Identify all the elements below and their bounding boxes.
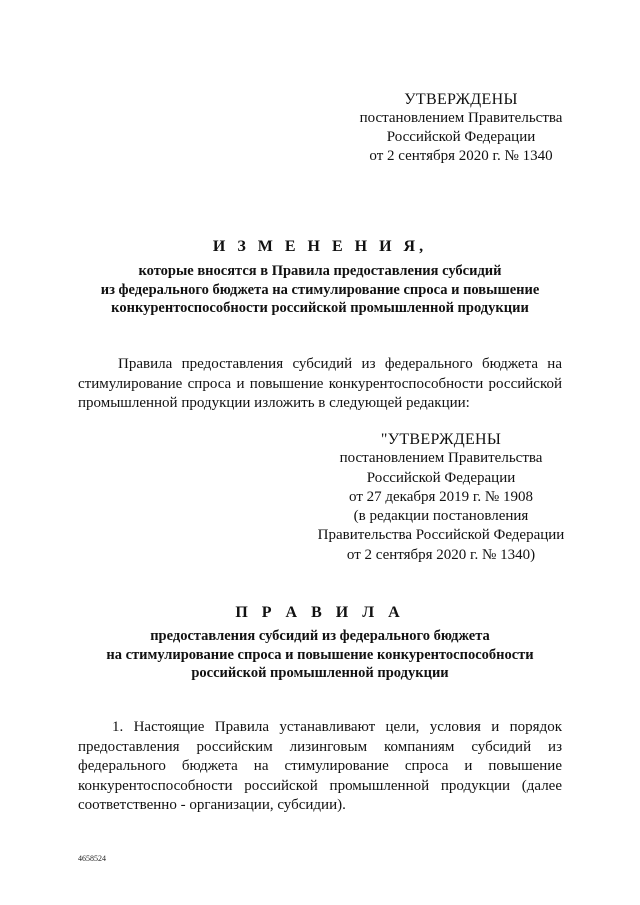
approval-line: постановлением Правительства xyxy=(359,110,563,126)
approval-line: Российской Федерации xyxy=(366,469,516,486)
approval-line: от 2 сентября 2020 г. № 1340) xyxy=(346,546,536,563)
subtitle-line: конкурентоспособности российской промышленной продукции xyxy=(111,300,529,316)
amendments-subtitle xyxy=(70,262,570,318)
subtitle-line: которые вносятся в Правила предоставления субсидий xyxy=(138,263,502,279)
new-approval-stamp xyxy=(310,430,572,565)
approval-line: Правительства Российской Федерации xyxy=(317,527,565,544)
approval-stamp xyxy=(350,90,572,166)
approval-line: от 27 декабря 2019 г. № 1908 xyxy=(349,488,533,505)
document-code: 4658524 xyxy=(78,854,106,863)
approval-line: от 2 сентября 2020 г. № 1340 xyxy=(369,148,553,164)
clause-1-paragraph: 1. Настоящие Правила устанавливают цели, условия и порядок предоставления российским лизинговым компаниям субсидий из федерального бюджета на стимулирование спроса и повышение конкурентоспособности российской промышленной продукции (далее соответственно - организации, субсидии). xyxy=(78,719,562,813)
intro-paragraph: Правила предоставления субсидий из федерального бюджета на стимулирование спроса и повышение конкурентоспособности российской промышленной продукции изложить в следующей редакции: xyxy=(78,356,562,411)
approval-title: "УТВЕРЖДЕНЫ xyxy=(380,431,502,448)
subtitle-line: из федерального бюджета на стимулирование спроса и повышение xyxy=(100,281,540,298)
approval-line: (в редакции постановления xyxy=(353,508,529,525)
approval-title: УТВЕРЖДЕНЫ xyxy=(404,91,518,108)
rules-title: П Р А В И Л А xyxy=(235,604,405,621)
rules-subtitle xyxy=(70,627,570,683)
subtitle-line: предоставления субсидий из федерального бюджета xyxy=(150,628,490,644)
approval-line: постановлением Правительства xyxy=(339,450,543,467)
approval-line: Российской Федерации xyxy=(386,129,536,145)
amendments-title: И З М Е Н Е Н И Я, xyxy=(212,238,428,255)
subtitle-line: российской промышленной продукции xyxy=(191,665,449,681)
subtitle-line: на стимулирование спроса и повышение конкурентоспособности xyxy=(106,646,534,663)
